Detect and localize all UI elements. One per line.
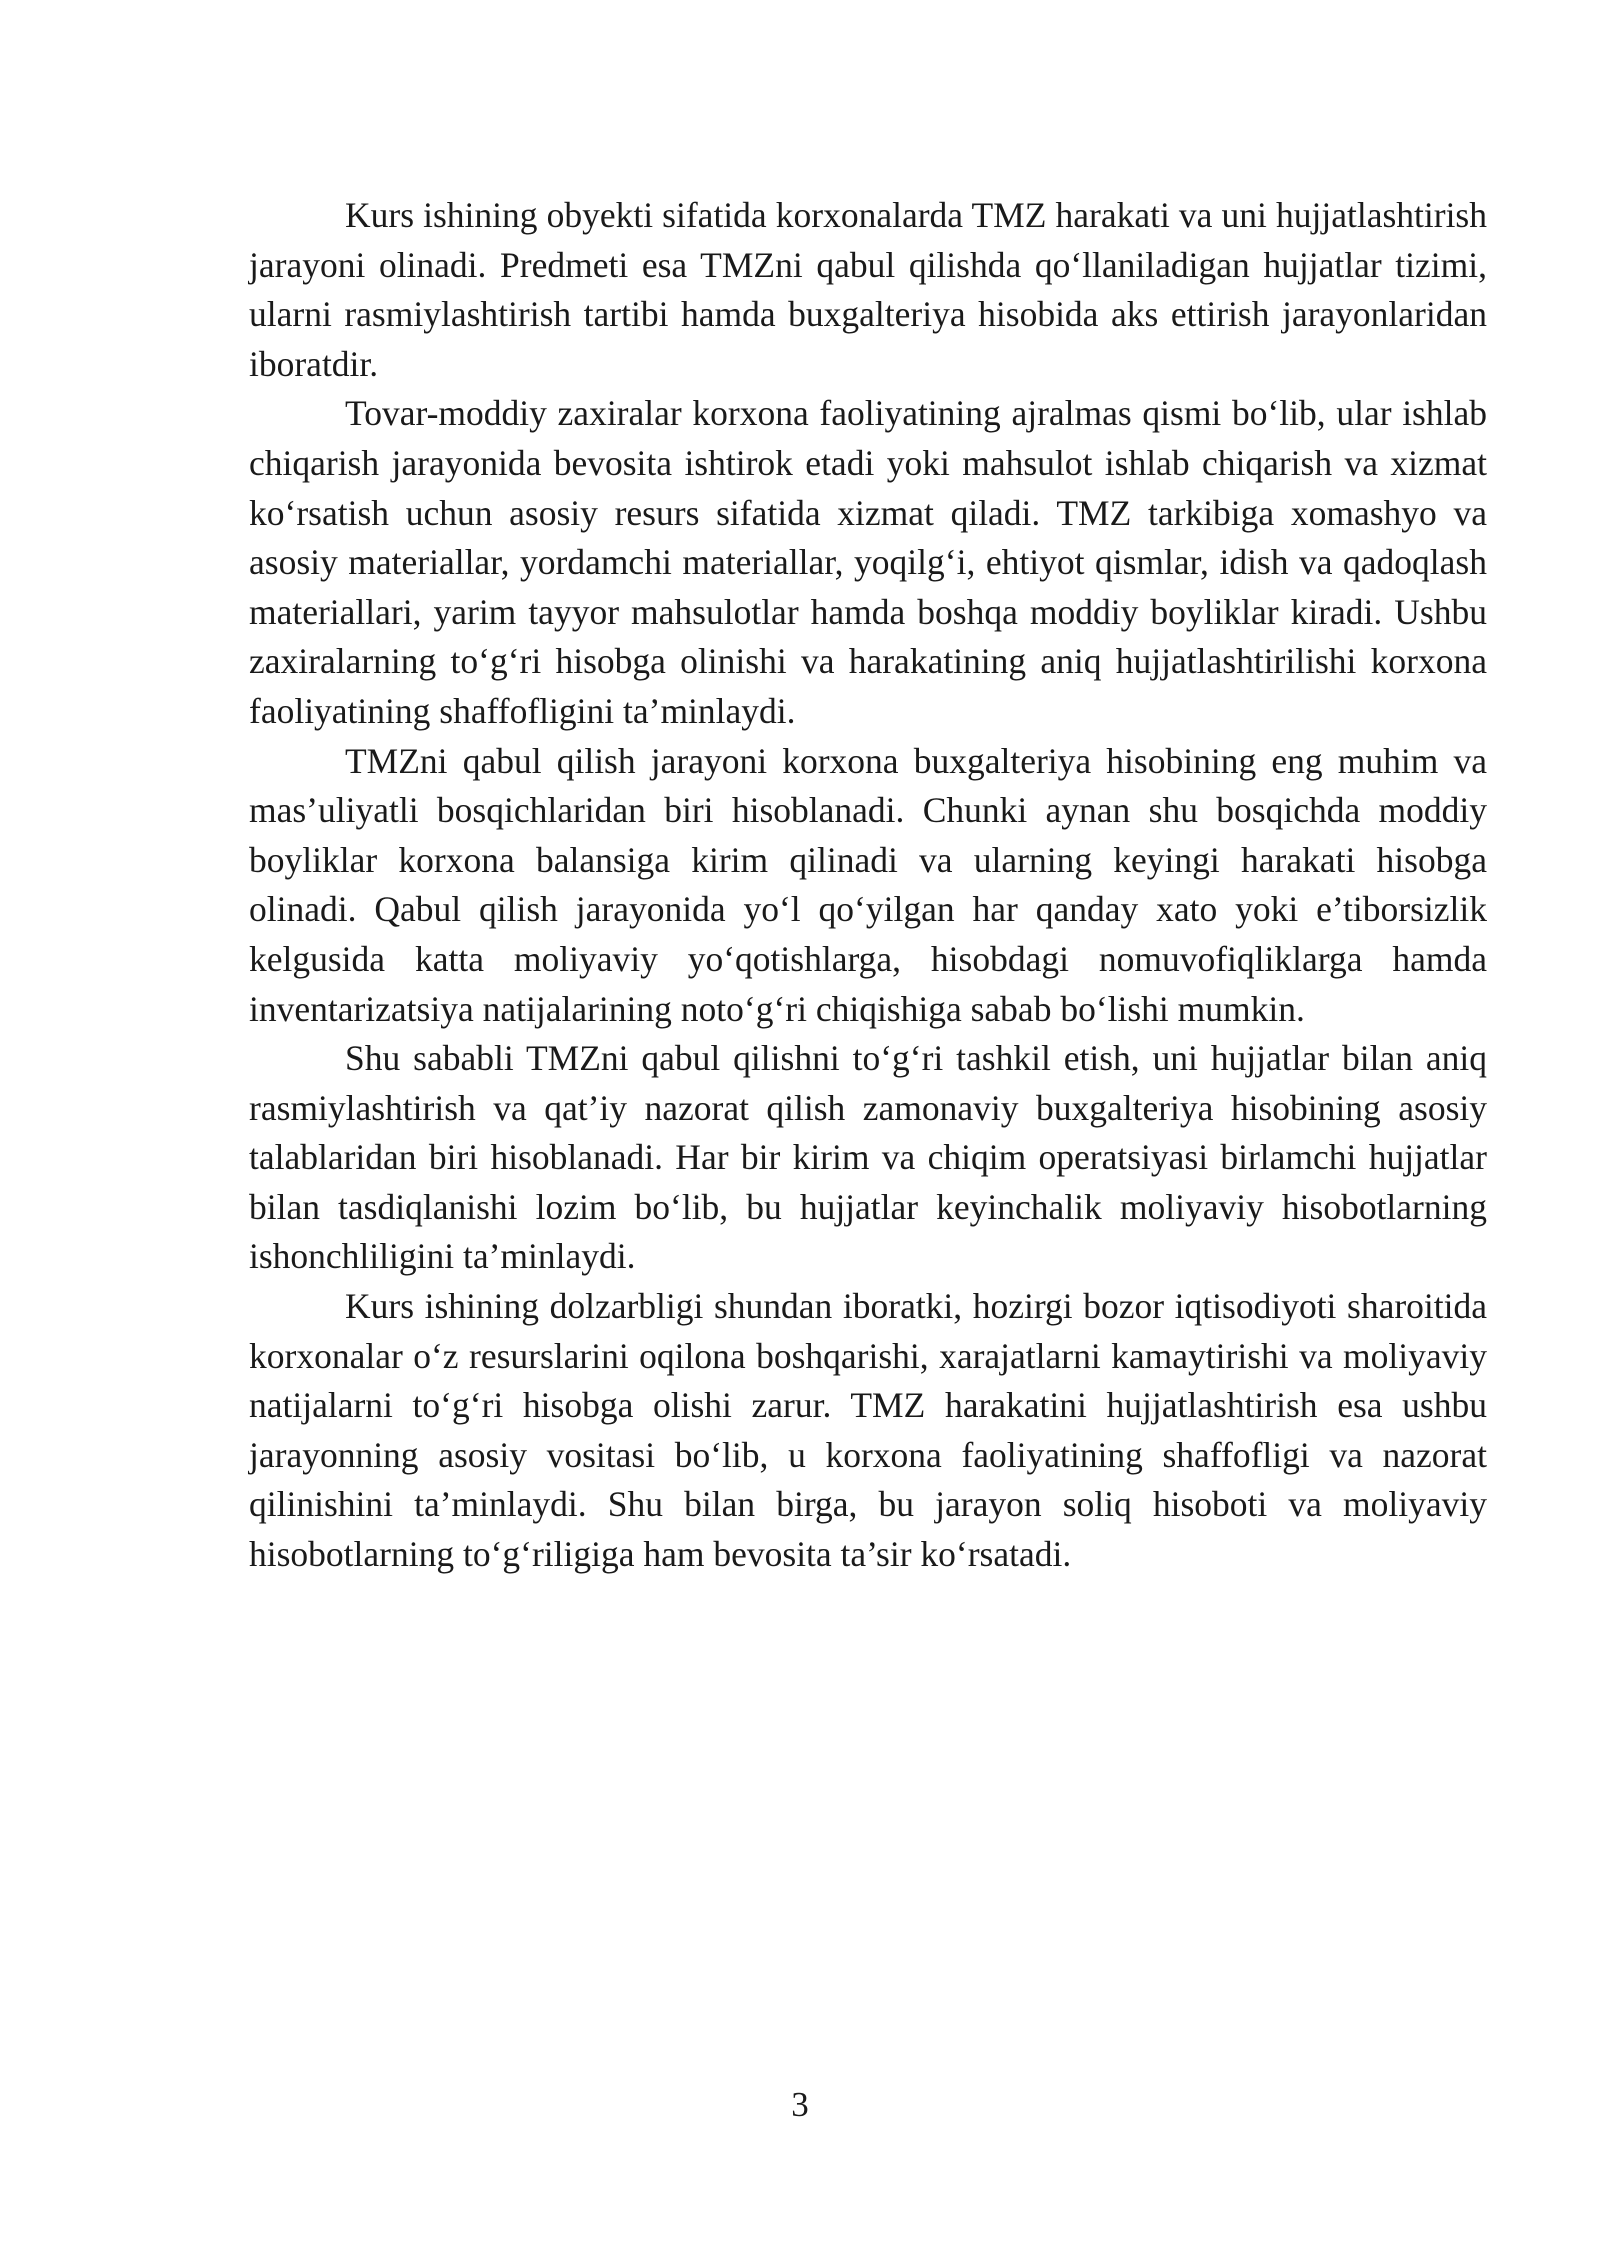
paragraph-relevance: Kurs ishining dolzarbligi shundan iboratki, hozirgi bozor iqtisodiyoti sharoitida korxonalar o‘z resurslarini oqilona boshqarishi, xarajatlarni kamaytirishi va moliyaviy natijalarni to‘g‘ri hisobga olishi zarur. TMZ harakatini hujjatlashtirish esa ushbu jarayonning asosiy vositasi bo‘lib, u korxona faoliyatining shaffofligi va nazorat qilinishini ta’minlaydi. Shu bilan birga, bu jarayon soliq hisoboti va moliyaviy hisobotlarning to‘g‘riligiga ham bevosita ta’sir ko‘rsatadi. <box>249 1286 1487 1575</box>
paragraph-organization-control: Shu sababli TMZni qabul qilishni to‘g‘ri tashkil etish, uni hujjatlar bilan aniq rasmiylashtirish va qat’iy nazorat qilish zamonaviy buxgalteriya hisobining asosiy talablaridan biri hisoblanadi. Har bir kirim va chiqim operatsiyasi birlamchi hujjatlar bilan tasdiqlanishi lozim bo‘lib, bu hujjatlar keyinchalik moliyaviy hisobotlarning ishonchliligini ta’minlaydi. <box>249 1038 1487 1277</box>
body-text <box>249 191 1487 1580</box>
page-number: 3 <box>791 2085 809 2124</box>
paragraph-object-subject: Kurs ishining obyekti sifatida korxonalarda TMZ harakati va uni hujjatlashtirish jarayoni olinadi. Predmeti esa TMZni qabul qilishda qo‘llaniladigan hujjatlar tizimi, ularni rasmiylashtirish tartibi hamda buxgalteriya hisobida aks ettirish jarayonlaridan iboratdir. <box>249 195 1487 384</box>
paragraph-receiving-process: TMZni qabul qilish jarayoni korxona buxgalteriya hisobining eng muhim va mas’uliyatli bosqichlaridan biri hisoblanadi. Chunki aynan shu bosqichda moddiy boyliklar korxona balansiga kirim qilinadi va ularning keyingi harakati hisobga olinadi. Qabul qilish jarayonida yo‘l qo‘yilgan har qanday xato yoki e’tiborsizlik kelgusida katta moliyaviy yo‘qotishlarga, hisobdagi nomuvofiqliklarga hamda inventarizatsiya natijalarining noto‘g‘ri chiqishiga sabab bo‘lishi mumkin. <box>249 740 1487 1029</box>
paragraph-inventory-definition: Tovar-moddiy zaxiralar korxona faoliyatining ajralmas qismi bo‘lib, ular ishlab chiqarish jarayonida bevosita ishtirok etadi yoki mahsulot ishlab chiqarish va xizmat ko‘rsatish uchun asosiy resurs sifatida xizmat qiladi. TMZ tarkibiga xomashyo va asosiy materiallar, yordamchi materiallar, yoqilg‘i, ehtiyot qismlar, idish va qadoqlash materiallari, yarim tayyor mahsulotlar hamda boshqa moddiy boyliklar kiradi. Ushbu zaxiralarning to‘g‘ri hisobga olinishi va harakatining aniq hujjatlashtirilishi korxona faoliyatining shaffofligini ta’minlaydi. <box>249 393 1487 731</box>
